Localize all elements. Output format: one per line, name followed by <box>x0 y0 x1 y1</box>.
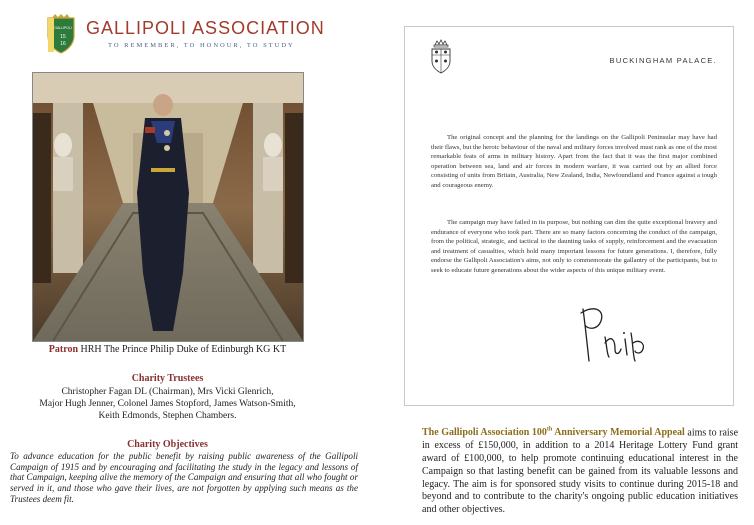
patron-portrait-photo <box>32 72 304 342</box>
trustees-line: Major Hugh Jenner, Colonel James Stopford, James Watson-Smith, <box>39 399 296 409</box>
appeal-title-sup: th <box>546 427 553 433</box>
patron-text: HRH The Prince Philip Duke of Edinburgh KG KT <box>80 344 287 355</box>
svg-text:15: 15 <box>60 34 66 40</box>
appeal-title-pre: The Gallipoli Association 100 <box>422 427 547 439</box>
left-page <box>0 0 375 525</box>
appeal-body: aims to raise in excess of £150,000, in addition to a 2014 Heritage Lottery Fund grant award of £100,000, to help promote continuing educational interest in the Campaign so that lasting benefit can be gained from its valuable lessons and legacy. The aim is for sponsored study visits to continue during 2015-18 and beyond and to contribute to the charity's ongoing public education initiatives and other objectives. <box>422 427 739 516</box>
memorial-appeal-paragraph <box>422 424 738 517</box>
signature <box>575 303 655 365</box>
gallipoli-shield-logo <box>46 14 76 54</box>
trustees-list <box>10 386 325 422</box>
trustees-line: Christopher Fagan DL (Chairman), Mrs Vicki Glenrich, <box>61 387 274 397</box>
appeal-title <box>422 427 685 438</box>
trustees-line: Keith Edmonds, Stephen Chambers. <box>98 411 237 421</box>
objectives-text: To advance education for the public benefit by raising public awareness of the Gallipoli Campaign of 1915 and by encouraging and facilitating the study in the legacy and lessons of that Campaign, keeping alive the memory of the Campaign and ensuring that all who fought or served in it, and those who gave their lives, are not forgotten by applying such means as the Trustees deem fit. <box>10 451 358 504</box>
palace-address: BUCKINGHAM PALACE. <box>609 56 717 65</box>
association-title: GALLIPOLI ASSOCIATION <box>86 18 325 38</box>
trustees-heading: Charity Trustees <box>131 373 204 384</box>
svg-text:GALLIPOLI: GALLIPOLI <box>54 26 72 30</box>
patron-line <box>0 344 335 355</box>
letter-paragraph-2: The campaign may have failed in its purpose, but nothing can dim the quite exceptional bravery and endurance of everyone who took part. There are so many factors concerning the conduct of the campaign, from the political, strategic, and tactical to the daunting tasks of supply, reinforcement and the evacuation and treatment of casualties, which hold many important lessons for future generations. I, therefore, fully endorse the Gallipoli Association's aims, not only to commemorate the gallantry of the participants, but to seek to educate future generations about the wider aspects of this unique military event. <box>431 219 717 274</box>
palace-letter <box>404 26 734 406</box>
appeal-title-post: Anniversary Memorial Appeal <box>552 427 685 439</box>
objectives-heading: Charity Objectives <box>127 439 208 450</box>
royal-crest-icon <box>428 39 454 75</box>
patron-label: Patron <box>48 344 79 355</box>
svg-text:16: 16 <box>60 41 66 47</box>
association-motto: TO REMEMBER, TO HONOUR, TO STUDY <box>108 42 295 49</box>
letter-paragraph-1: The original concept and the planning for the landings on the Gallipoli Peninsular may have had their flaws, but the heroic behaviour of the naval and military forces involved must rank as one of the most remarkable feats of arms in military history. Apart from the fact that it was the first major combined operation between sea, land and air forces in modern warfare, it was carried out by an allied force consisting of units from Britain, Australia, New Zealand, India, Newfoundland and France against a tough and courageous enemy. <box>431 134 717 189</box>
